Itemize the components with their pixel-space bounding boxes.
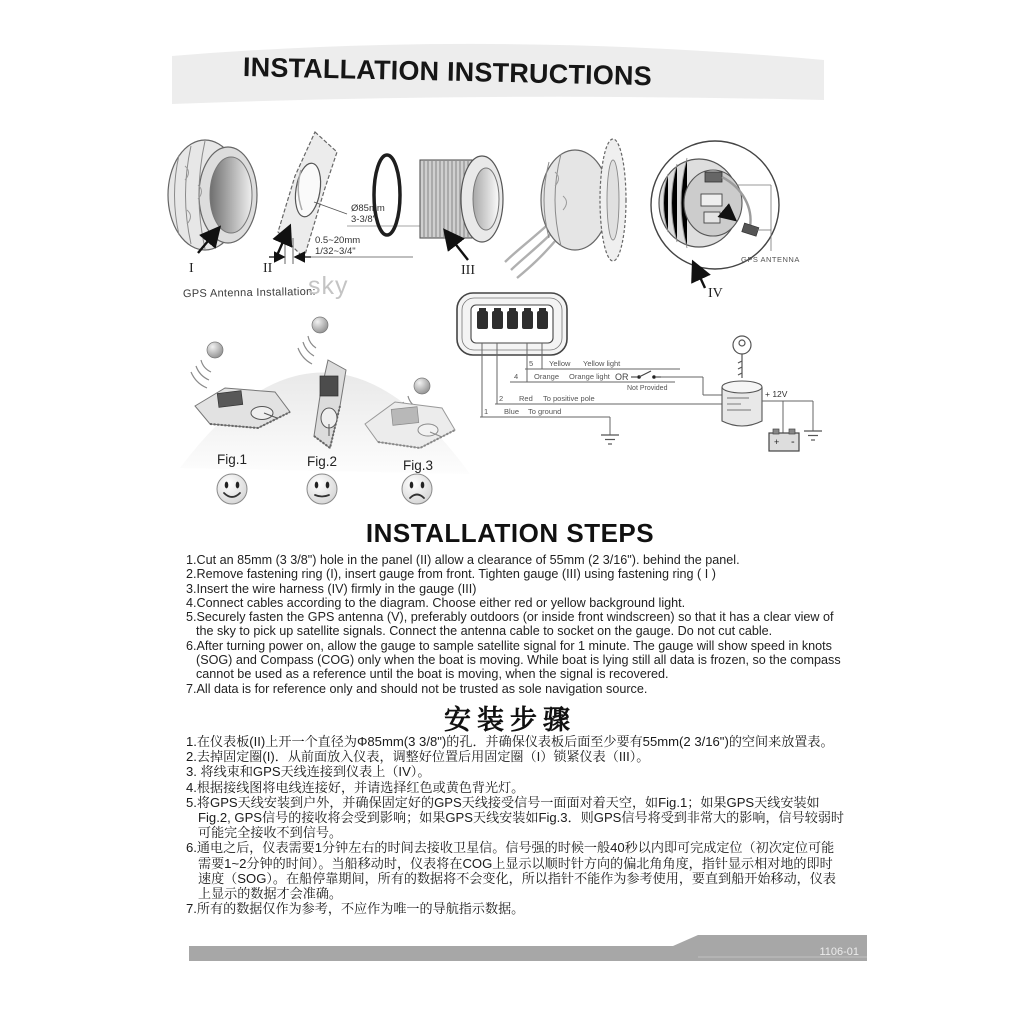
step-en-3: 3.Insert the wire harness (IV) firmly in the gauge (III): [186, 581, 477, 596]
sky-watermark: sky: [308, 272, 349, 300]
installation-steps-heading: INSTALLATION STEPS: [365, 518, 655, 548]
part-label-2: II: [263, 261, 273, 276]
gps-antenna-label: GPS ANTENNA: [741, 255, 800, 264]
battery-icon: [769, 429, 799, 451]
hole-diameter-in: 3-3/8": [351, 214, 377, 225]
step-en-5: 5.Securely fasten the GPS antenna (V), preferably outdoors (or inside front windscreen) so that it has a clear view of the sky to pick up satellite signals. Connect the antenna cable to socket on the gauge. Do not cut cable.: [186, 610, 834, 639]
wire-color: Blue: [504, 407, 520, 416]
ground-icon: [601, 435, 619, 444]
step-en-1: 1.Cut an 85mm (3 3/8") hole in the panel (II) allow a clearance of 55mm (2 3/16"). behind the panel.: [186, 553, 740, 567]
part-label-3: III: [461, 263, 475, 278]
battery-minus-label: -: [791, 436, 795, 448]
fig3-label: Fig.3: [402, 458, 434, 473]
gauge-body-illustration: [420, 156, 503, 278]
fig2-label: Fig.2: [306, 454, 338, 469]
part-label-4: IV: [708, 286, 723, 301]
power-lines: [762, 401, 813, 433]
wire-color: Yellow: [549, 359, 571, 368]
ignition-switch-icon: [722, 381, 762, 426]
fastening-ring-illustration: [168, 140, 257, 276]
parts-exploded-diagram: [165, 110, 870, 305]
wire-function: Orange light: [569, 372, 610, 381]
step-zh-6: 6.通电之后，仪表需要1分钟左右的时间去接收卫星信。信号强的时候一般40秒以内即可完成定位（初次定位可能需要1~2分钟的时间）。当船移动时，仪表将在COG上显示以顺时针方向的偏北角角度，指针显示相对地的即时速度（SOG）。在船停靠期间，所有的数据将不会变化，所以指针不能作为参考使用，要直到船开始移动，仪表上显示的数据才会准确。: [186, 840, 836, 902]
part-label-1: I: [189, 261, 194, 276]
step-zh-5: 5.将GPS天线安装到户外，并确保固定好的GPS天线接受信号一面面对着天空，如Fig.1；如果GPS天线安装如Fig.2, GPS信号的接收将会受到影响；如果GPS天线安装如Fig.3．则GPS信号将受到非常大的影响，信号较弱时可能完全接收不到信号。: [186, 794, 845, 841]
installation-steps-list: [186, 553, 841, 696]
sad-face-icon: [402, 474, 432, 504]
happy-face-icon: [217, 474, 247, 504]
switch-icon: [631, 371, 661, 379]
step-zh-1: 1.在仪表板(II)上开一个直径为Φ85mm(3 3/8")的孔．并确保仪表板后面至少要有55mm(2 3/16")的空间来放置表。: [186, 734, 834, 749]
wire-color: Orange: [534, 372, 560, 381]
installation-steps-list-zh: [186, 734, 844, 916]
or-label: OR: [615, 372, 629, 382]
wiring-diagram: [445, 283, 875, 478]
wire-pin: 4: [514, 372, 519, 381]
neutral-face-icon: [307, 474, 337, 504]
o-ring-illustration: [374, 155, 400, 235]
wire-lines: [480, 343, 722, 435]
step-en-7: 7.All data is for reference only and should not be trusted as sole navigation source.: [186, 681, 648, 696]
step-en-2: 2.Remove fastening ring (I), insert gauge from front. Tighten gauge (III) using fastening ring ( I ): [186, 567, 716, 582]
wire-function: Yellow light: [583, 359, 621, 368]
wire-function: To positive pole: [543, 394, 595, 403]
footer-bar: [183, 928, 873, 970]
step-zh-3: 3. 将线束和GPS天线连接到仪表上（IV）。: [186, 764, 431, 780]
wire-function: To ground: [528, 407, 562, 416]
gps-antenna-installation-heading: GPS Antenna Installation:: [182, 285, 316, 301]
step-en-6: 6.After turning power on, allow the gauge to sample satellite signal for 1 minute. The gauge will show speed in knots (SOG) and Compass (COG) only when the boat is moving. While boat is lying still all data is frozen, so the compass cannot be used as a reference until the boat is moving, when the signal is recovered.: [186, 638, 841, 682]
gauge-rear-detail-illustration: [651, 141, 800, 301]
fig1-label: Fig.1: [216, 452, 248, 467]
ground-icon: [804, 431, 822, 440]
step-zh-7: 7.所有的数据仅作为参考，不应作为唯一的导航指示数据。: [186, 901, 525, 917]
installation-steps-heading-zh: 安装步骤: [444, 705, 576, 735]
step-zh-4: 4.根据接线图将电线连接好，并请选择红色或黄色背光灯。: [186, 779, 525, 795]
wire-pin: 5: [529, 359, 534, 368]
wire-harness-connector: [457, 293, 567, 355]
gauge-with-wires-illustration: [505, 139, 626, 278]
key-icon: [733, 336, 751, 378]
battery-plus-label: +: [774, 437, 780, 447]
panel-thickness-mm: 0.5~20mm: [315, 235, 361, 246]
step-zh-2: 2.去掉固定圈(I)．从前面放入仪表，调整好位置后用固定圈（I）锁紧仪表（III）。: [186, 749, 650, 765]
step-en-4: 4.Connect cables according to the diagram. Choose either red or yellow background light.: [186, 595, 686, 610]
hole-diameter-mm: Ø85mm: [351, 203, 385, 214]
page-title: INSTALLATION INSTRUCTIONS: [242, 52, 653, 92]
doc-number: 1106-01: [819, 946, 859, 958]
wire-color: Red: [519, 394, 533, 403]
satellite-icon: [191, 342, 223, 388]
wire-pin: 1: [484, 407, 489, 416]
panel-thickness-in: 1/32~3/4": [315, 246, 356, 257]
switch-note: Not Provided: [627, 385, 668, 392]
wire-pin: 2: [499, 394, 504, 403]
voltage-label: + 12V: [765, 389, 788, 399]
antenna-placement-scene: [180, 296, 470, 518]
satellite-icon: [298, 317, 328, 364]
